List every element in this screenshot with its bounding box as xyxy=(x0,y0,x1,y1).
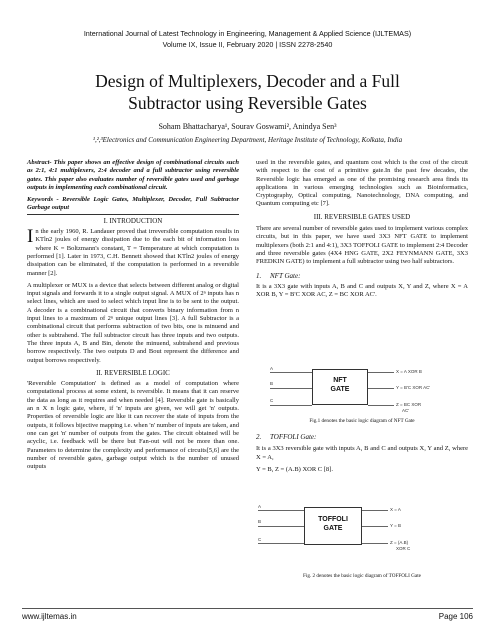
abstract: Abstract- This paper shows an effective design of combinational circuits such as 2:1, 4:1 multiplexers, 2:4 decoder and a full subtractor using reversible gates. This paper also evaluates number of reversible gates used and garbage outputs in implementing each combinational circuit. xyxy=(27,159,239,191)
journal-issue: Volume IX, Issue II, February 2020 | ISSN 2278-2540 xyxy=(162,40,333,49)
toffoli-paragraph: It is a 3X3 reversible gate with inputs A, B and C and outputs X, Y and Z, where X = A, xyxy=(256,445,468,461)
paper-title-line1: Design of Multiplexers, Decoder and a Full xyxy=(95,71,400,91)
right-column-bottom xyxy=(256,433,468,474)
output-y-label: Y = B xyxy=(390,523,402,528)
output-x-label: X = A XOR B xyxy=(396,369,422,374)
nft-gate-block: NFT GATE xyxy=(312,369,368,405)
drop-cap: I xyxy=(27,226,34,248)
toffoli-formula: Y = B, Z = (A.B) XOR C [8]. xyxy=(256,465,333,473)
gates-paragraph: There are several number of reversible gates used to implement various complex circuits, but in this paper, we have used 3X3 NFT GATE to implement multiplexers (both 2:1 and 4:1), 3X3 TOFFOLI GATE to implement 2:4 Decoder and three reversible gates (4X4 HNG GATE, 2X2 FEYNMANN GATE, 3X3 FREDKIN GATE) to implement a full subtractor using two half subtractors. xyxy=(256,225,468,266)
input-a-label: A xyxy=(258,504,262,509)
input-c-label: C xyxy=(270,398,274,403)
figure-toffoli-gate xyxy=(256,498,468,596)
journal-name: International Journal of Latest Technology in Engineering, Management & Applied Science (IJLTEMAS) xyxy=(83,29,412,38)
affiliation: ¹,²,³Electronics and Communication Engineering Department, Heritage Institute of Technology, Kolkata, India xyxy=(92,136,403,144)
section-gates-heading: III. REVERSIBLE GATES USED xyxy=(313,212,411,221)
section-reversible-logic-heading: II. REVERSIBLE LOGIC xyxy=(96,368,170,377)
input-b-label: B xyxy=(258,519,262,524)
intro-paragraph-2: A multiplexer or MUX is a device that selects between different analog or digital input signals and forwards it to a single output signal. A MUX of 2ⁿ inputs has n select lines, which are used to select which input line is to be sent to the output. A decoder is a combinational circuit that converts binary information from n input lines to a maximum of 2ⁿ unique output lines [3]. A full Subtractor is a combinational circuit that performs subtraction of two bits, one is minuend and other is subtrahend. The full subtractor circuit has three inputs and two outputs. The three inputs A, B and Bin, denote the minuend, subtrahend and previous borrow respectively. The two outputs D and Bout represent the difference and output borrows respectively. xyxy=(27,281,239,364)
left-column xyxy=(27,159,239,471)
footer-rule xyxy=(22,608,473,609)
output-z-label: Z = BC XOR xyxy=(396,402,422,407)
input-b-label: B xyxy=(270,381,274,386)
nft-paragraph: It is a 3X3 gate with inputs A, B and C and outputs X, Y and Z, where X = A XOR B, Y = B'C XOR AC, Z = BC XOR AC'. xyxy=(256,282,468,299)
footer-url[interactable]: www.ijltemas.in xyxy=(22,612,77,621)
output-y-label: Y = B'C XOR AC' xyxy=(396,385,431,390)
toffoli-gate-block: TOFFOLI GATE xyxy=(304,507,362,545)
output-z-label: Z = (A.B) xyxy=(390,540,409,545)
output-x-label: X = A xyxy=(390,507,401,512)
intro-text-1: n the early 1960, R. Landauer proved that irreversible computation results in KTln2 joules of energy dissipation due to the each bit of information loss where K = Boltzmann's constant, T = Temperature at which computation is performed [1]. Later in 1973, C.H. Bennett showed that KTln2 joules of energy dissipation can be eliminated, if the computation is performed in a reversible manner [2]. xyxy=(27,228,239,277)
output-z-label-cont: AC' xyxy=(402,408,410,413)
right-paragraph-1: used in the reversible gates, and quantum cost which is the cost of the circuit with respect to the cost of a primitive gate.In the past few decades, the Reversible logic has emerged as one of the promising research area finds its applications in various emerging technologies such as Bioinformatics, Cryptography, Optical computing, Nanotechnology, DNA computing, and Quantum computing etc [7]. xyxy=(256,159,468,208)
authors: Soham Bhattacharya¹, Sourav Goswami², Anindya Sen³ xyxy=(158,122,337,131)
figure-2-caption: Fig. 2 denotes the basic logic diagram of TOFFOLI Gate xyxy=(303,573,421,579)
subheading-toffoli: 2. TOFFOLI Gate: xyxy=(256,433,317,441)
keywords: Keywords - Reversible Logic Gates, Multiplexer, Decoder, Full Subtractor Garbage output xyxy=(27,196,239,215)
page-number: Page 106 xyxy=(438,612,473,621)
section-introduction-heading: I. INTRODUCTION xyxy=(103,216,163,225)
subheading-nft: 1. NFT Gate: xyxy=(256,271,301,280)
output-z-label-cont: XOR C xyxy=(396,546,411,551)
figure-1-caption: Fig.1 denotes the basic logic diagram of NFT Gate xyxy=(309,418,415,424)
right-column-top xyxy=(256,159,468,299)
reversible-logic-paragraph: 'Reversible Computation' is defined as a model of computation where computational process at some extent, is reversible. It means that it can reserve the data as long as it requires and when needed [4]. Reversible gate is basically an n X n logic gate, where, if 'n' inputs are given, we will get 'n' outputs. Properties of reversible logic are like it can recover the state of inputs from the outputs, it follows bijective mapping i.e. when 'n' number of inputs are taken, and one can get 'n' number of outputs from the gates. The circuit obtained will be acyclic, i.e. feedback will be there but Fan-out will not be more than one. Parameters to determine the complexity and performance of circuits[5,6] are the number of reversible gates, garbage output which is the number of unused outputs xyxy=(27,380,239,471)
intro-paragraph-1 xyxy=(27,228,239,278)
paper-title-line2: Subtractor using Reversible Gates xyxy=(128,93,367,113)
input-c-label: C xyxy=(258,537,262,542)
input-a-label: A xyxy=(270,366,274,371)
